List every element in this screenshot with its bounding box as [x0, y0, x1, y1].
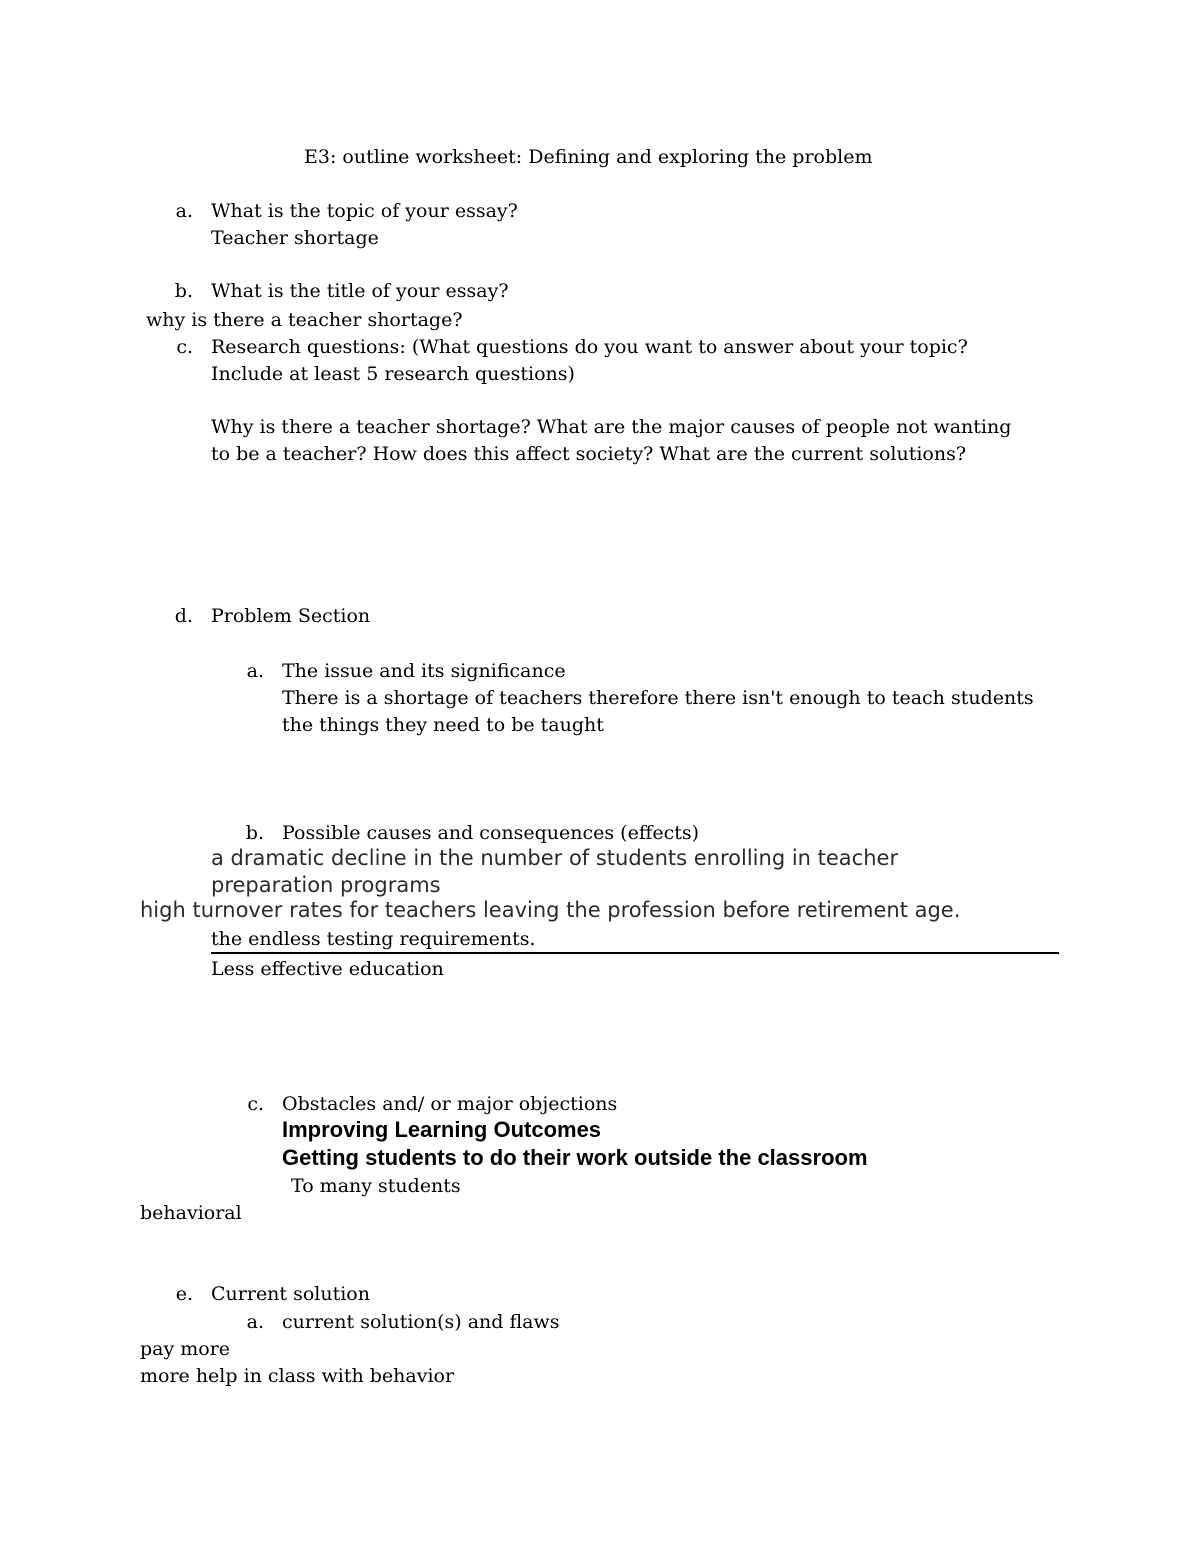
item-d-a-answer-line1: There is a shortage of teachers therefore there isn't enough to teach students: [282, 687, 1034, 709]
item-d-a-marker: a.: [246, 660, 264, 682]
item-a-question: What is the topic of your essay?: [211, 200, 518, 222]
item-d-b-marker: b.: [245, 822, 264, 844]
item-a-marker: a.: [175, 200, 193, 222]
underline-rule: [211, 952, 1059, 954]
item-e-marker: e.: [175, 1283, 193, 1305]
item-e-a-marker: a.: [246, 1311, 264, 1333]
item-d-c-marker: c.: [247, 1093, 264, 1115]
item-d-b-answer-line3: high turnover rates for teachers leaving the profession before retirement age.: [140, 898, 961, 922]
item-b-answer: why is there a teacher shortage?: [146, 309, 463, 331]
item-d-c-answer-line2: Getting students to do their work outside the classroom: [282, 1145, 868, 1170]
item-c-answer-line1: Why is there a teacher shortage? What are the major causes of people not wanting: [211, 416, 1012, 438]
item-d-marker: d.: [174, 605, 193, 627]
item-b-marker: b.: [174, 280, 193, 302]
item-d-b-answer-line5: Less effective education: [211, 958, 444, 980]
page-title: E3: outline worksheet: Defining and exploring the problem: [304, 146, 873, 168]
item-d-b-answer-line2: preparation programs: [211, 873, 441, 897]
item-d-c-heading: Obstacles and/ or major objections: [282, 1093, 618, 1115]
item-b-question: What is the title of your essay?: [211, 280, 509, 302]
item-a-answer: Teacher shortage: [211, 227, 379, 249]
item-e-a-answer-line2: more help in class with behavior: [140, 1365, 455, 1387]
item-c-marker: c.: [176, 336, 193, 358]
item-d-b-heading: Possible causes and consequences (effects): [282, 822, 700, 844]
item-c-question-line1: Research questions: (What questions do you want to answer about your topic?: [211, 336, 968, 358]
item-e-a-heading: current solution(s) and flaws: [282, 1311, 560, 1333]
item-c-question-line2: Include at least 5 research questions): [211, 363, 575, 385]
item-d-a-answer-line2: the things they need to be taught: [282, 714, 604, 736]
item-c-answer-line2: to be a teacher? How does this affect society? What are the current solutions?: [211, 443, 967, 465]
item-d-c-answer-line1: Improving Learning Outcomes: [282, 1117, 602, 1142]
item-d-b-answer-line4: the endless testing requirements.: [211, 928, 536, 950]
item-d-b-answer-line1: a dramatic decline in the number of students enrolling in teacher: [211, 846, 899, 870]
item-d-a-heading: The issue and its significance: [282, 660, 566, 682]
item-e-heading: Current solution: [211, 1283, 370, 1305]
item-d-c-answer-line4: behavioral: [140, 1202, 242, 1224]
item-d-heading: Problem Section: [211, 605, 371, 627]
item-d-c-answer-line3: To many students: [291, 1175, 461, 1197]
item-e-a-answer-line1: pay more: [140, 1338, 231, 1360]
